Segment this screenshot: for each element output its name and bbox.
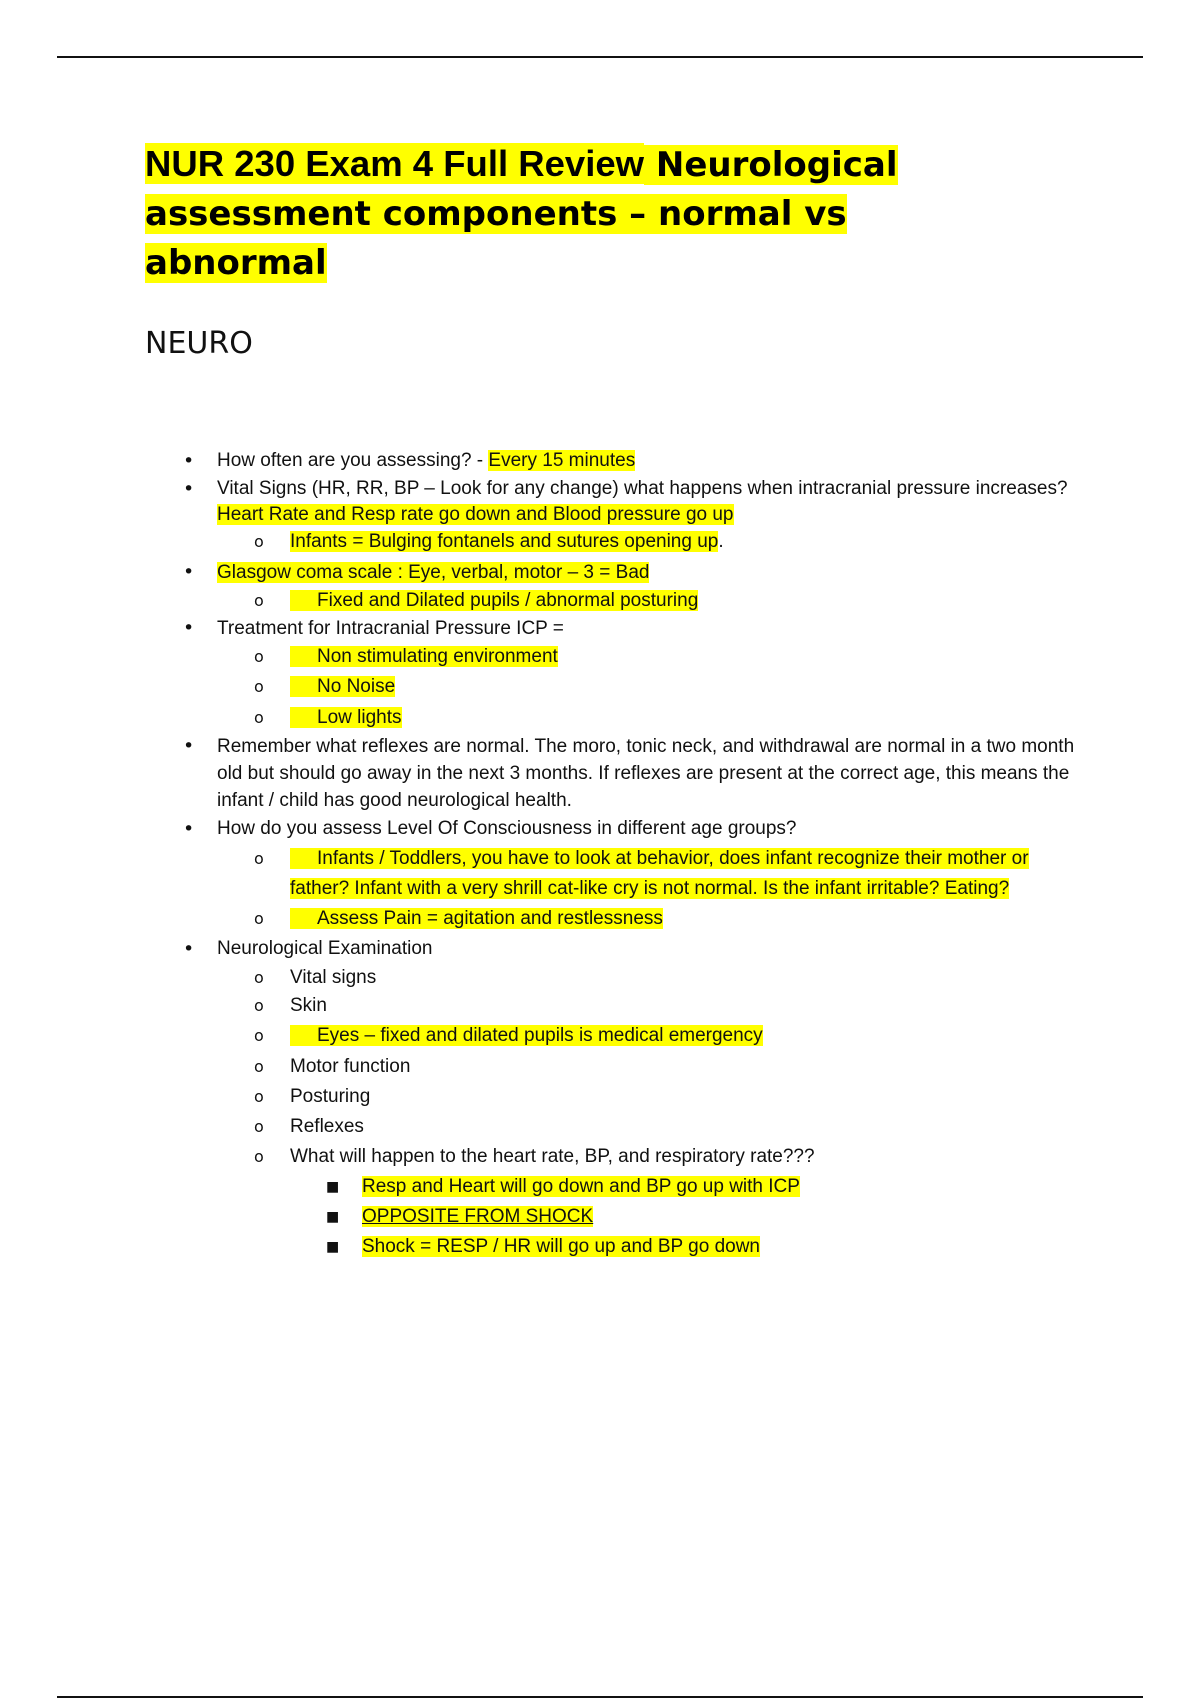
list-item xyxy=(145,1020,1075,1052)
item-highlight-text: Infants / Toddlers, you have to look at behavior, does infant recognize their mother or father? Infant with a very shrill cat-like cry is not normal. Is the infant irritable? Eating? xyxy=(290,848,1029,899)
list-item xyxy=(145,934,1075,964)
bottom-rule xyxy=(57,1696,1143,1698)
item-highlight xyxy=(290,646,558,667)
notes-list xyxy=(145,450,1075,1262)
item-highlight xyxy=(290,707,402,728)
item-highlight: Heart Rate and Resp rate go down and Blood pressure go up xyxy=(217,504,734,525)
item-text: Reflexes xyxy=(290,1116,364,1137)
list-item xyxy=(145,992,1075,1020)
bullet-marker: • xyxy=(183,561,195,583)
document-title xyxy=(145,140,965,287)
item-text: What will happen to the heart rate, BP, and respiratory rate??? xyxy=(290,1146,815,1167)
item-highlight-text: Low lights xyxy=(317,707,402,728)
list-item xyxy=(145,586,1075,615)
circle-marker: o xyxy=(254,849,264,868)
circle-marker: o xyxy=(254,591,264,610)
list-item xyxy=(145,1112,1075,1142)
circle-marker: o xyxy=(254,1087,264,1106)
item-highlight: Glasgow coma scale : Eye, verbal, motor – 3 = Bad xyxy=(217,562,650,583)
item-highlight: Every 15 minutes xyxy=(488,450,636,471)
item-text: Neurological Examination xyxy=(217,938,433,959)
circle-marker: o xyxy=(254,677,264,696)
item-text: Vital signs xyxy=(290,967,377,988)
item-text: How often are you assessing? - xyxy=(217,450,489,471)
bullet-marker: • xyxy=(183,735,195,757)
item-text: Motor function xyxy=(290,1056,411,1077)
list-item xyxy=(145,642,1075,671)
item-highlight xyxy=(290,908,663,929)
item-text: Skin xyxy=(290,995,327,1016)
circle-marker: o xyxy=(254,1117,264,1136)
list-item xyxy=(145,450,1075,476)
title-part-1: NUR 230 Exam 4 Full Review xyxy=(145,143,645,184)
item-highlight: OPPOSITE FROM SHOCK xyxy=(362,1206,594,1227)
list-item xyxy=(145,1232,1075,1262)
list-item xyxy=(145,702,1075,733)
item-highlight-text: Assess Pain = agitation and restlessness xyxy=(317,908,663,929)
item-highlight-text: Non stimulating environment xyxy=(317,646,558,667)
list-item xyxy=(145,1082,1075,1112)
item-highlight xyxy=(290,676,395,697)
bullet-marker: • xyxy=(183,617,195,639)
list-item xyxy=(145,733,1075,814)
list-item xyxy=(145,528,1075,556)
list-item xyxy=(145,671,1075,702)
item-highlight-text: Fixed and Dilated pupils / abnormal posturing xyxy=(317,590,699,611)
item-text: . xyxy=(718,531,724,552)
circle-marker: o xyxy=(254,647,264,666)
circle-marker: o xyxy=(254,909,264,928)
list-item xyxy=(145,814,1075,844)
item-highlight xyxy=(290,590,698,611)
item-highlight xyxy=(290,1025,763,1046)
circle-marker: o xyxy=(254,708,264,727)
square-marker: ■ xyxy=(326,1239,340,1255)
item-text: Treatment for Intracranial Pressure ICP = xyxy=(217,618,564,639)
bullet-marker: • xyxy=(183,450,195,472)
item-text: Remember what reflexes are normal. The moro, tonic neck, and withdrawal are normal in a two month old but should go away in the next 3 months. If reflexes are present at the correct age, this means the infant / child has good neurological health. xyxy=(217,736,1075,811)
item-highlight: Infants = Bulging fontanels and sutures opening up xyxy=(290,531,719,552)
item-highlight: Shock = RESP / HR will go up and BP go down xyxy=(362,1236,760,1257)
section-heading: NEURO xyxy=(145,326,253,361)
circle-marker: o xyxy=(254,1057,264,1076)
item-highlight xyxy=(290,848,1029,899)
item-text: Posturing xyxy=(290,1086,371,1107)
circle-marker: o xyxy=(254,996,264,1015)
circle-marker: o xyxy=(254,968,264,987)
circle-marker: o xyxy=(254,532,264,551)
list-item xyxy=(145,559,1075,586)
list-item xyxy=(145,844,1075,904)
top-rule xyxy=(57,56,1143,58)
list-item xyxy=(145,1172,1075,1202)
list-item xyxy=(145,904,1075,934)
bullet-marker: • xyxy=(183,818,195,840)
square-marker: ■ xyxy=(326,1179,340,1195)
square-marker: ■ xyxy=(326,1209,340,1225)
item-highlight-text: Eyes – fixed and dilated pupils is medical emergency xyxy=(317,1025,763,1046)
list-item xyxy=(145,476,1075,528)
circle-marker: o xyxy=(254,1147,264,1166)
list-item xyxy=(145,1202,1075,1232)
item-text: How do you assess Level Of Consciousness in different age groups? xyxy=(217,818,797,839)
item-highlight: Resp and Heart will go down and BP go up with ICP xyxy=(362,1176,800,1197)
list-item xyxy=(145,615,1075,642)
item-highlight-text: No Noise xyxy=(317,676,396,697)
list-item xyxy=(145,964,1075,992)
bullet-marker: • xyxy=(183,938,195,960)
title-part-2: Neurological assessment components – normal vs abnormal xyxy=(145,145,898,283)
list-item xyxy=(145,1052,1075,1082)
bullet-marker: • xyxy=(183,478,195,500)
list-item xyxy=(145,1142,1075,1172)
circle-marker: o xyxy=(254,1026,264,1045)
item-text: Vital Signs (HR, RR, BP – Look for any change) what happens when intracranial pressure increases? xyxy=(217,478,1068,499)
